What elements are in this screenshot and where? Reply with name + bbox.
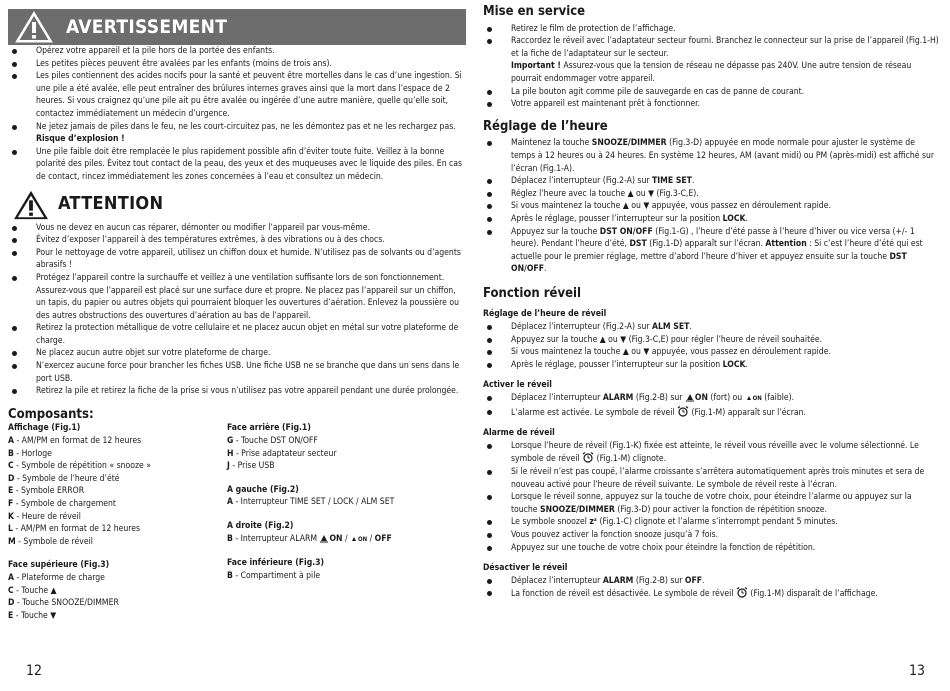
alarm-bell-icon [685, 392, 695, 402]
list-item: Si vous maintenez la touche ▲ ou ▼ appuyée, vous passez en déroulement rapide. [483, 346, 940, 359]
list-item: Déplacez l’interrupteur ALARM (Fig.2-B) sur ON (fort) ou ON (faible). [483, 392, 940, 406]
list-item: Déplacez l’interrupteur (Fig.2-A) sur ALM SET. [483, 321, 940, 334]
component-line: B - Interrupteur ALARM ON / ON / OFF [227, 533, 392, 544]
component-line: E - Symbole ERROR [8, 486, 85, 497]
list-item: Votre appareil est maintenant prêt à fonctionner. [483, 98, 940, 111]
alarme-heading: Alarme de réveil [483, 428, 555, 439]
list-item: Appuyez sur une touche de votre choix pour éteindre la fonction de répétition. [483, 542, 940, 555]
list-item: Retirez le film de protection de l’affichage. [483, 23, 940, 36]
list-item: Ne placez aucun autre objet sur votre plateforme de charge. [8, 347, 466, 360]
group-heading: Face arrière (Fig.1) [227, 423, 311, 434]
component-line: E - Touche ▼ [8, 610, 57, 621]
reglage-title: Réglage de l’heure [483, 118, 608, 134]
list-item: Les piles contiennent des acides nocifs pour la santé et peuvent être mortelles dans le cas d’une ingestion. Si une pile a été avalée, elle peut entraîner des brûlures internes graves ainsi que la mort dans l’espace de 2 heures. Si vous craignez qu’une pile ait pu être avalée ou ingérée d’une autre manière, quelle qu’elle soit, contactez immédiatement un médecin d’urgence. [8, 70, 466, 120]
component-line: L - AM/PM en format de 12 heures [8, 524, 141, 535]
component-line: M - Symbole de réveil [8, 536, 93, 547]
list-item: Déplacez l’interrupteur ALARM (Fig.2-B) sur OFF. [483, 575, 940, 588]
component-line: A - Interrupteur TIME SET / LOCK / ALM SET [227, 497, 395, 508]
list-item: Évitez d’exposer l’appareil à des températures extrêmes, à des vibrations ou à des chocs. [8, 234, 466, 247]
item-text: Ne jetez jamais de piles dans le feu, ne les court-circuitez pas, ne les démontez pas et ne les rechargez pas. [36, 121, 456, 132]
list-item: Après le réglage, pousser l’interrupteur sur la position LOCK. [483, 213, 940, 226]
warning-triangle-icon [14, 10, 54, 44]
warning-header [8, 9, 466, 45]
desactiver-heading: Désactiver le réveil [483, 563, 568, 574]
attention-title: ATTENTION [58, 193, 164, 215]
list-item: L’alarme est activée. Le symbole de réveil (Fig.1-M) apparaît sur l’écran. [483, 406, 940, 420]
warning-triangle-icon [12, 189, 50, 221]
group-heading: A gauche (Fig.2) [227, 484, 299, 495]
list-item: Raccordez le réveil avec l’adaptateur secteur fourni. Branchez le connecteur sur la prise de l’appareil (Fig.1-H) et la fiche de l’adaptateur sur le secteur. Important ! Assurez-vous que la tension de réseau ne dépasse pas 240V. Une autre tension de réseau pourrait endommager votre appareil. [483, 35, 940, 85]
fonction-title: Fonction réveil [483, 285, 582, 301]
list-item: Lorsque l’heure de réveil (Fig.1-K) fixée est atteinte, le réveil vous réveille avec le volume sélectionné. Le symbole de réveil (Fig.1-M) clignote. [483, 440, 940, 466]
components-col-1 [8, 422, 227, 633]
left-page [8, 0, 466, 633]
list-item: Une pile faible doit être remplacée le plus rapidement possible afin d’éviter toute fuite. Veillez à la bonne polarité des piles. Évitez tout contact de la peau, des yeux et des muqueuses avec le liquide des piles. En cas de contact, rincez immédiatement les zones concernées à l’eau et consultez un médecin. [8, 146, 466, 184]
list-item: Après le réglage, pousser l’interrupteur sur la position LOCK. [483, 359, 940, 372]
list-item: La fonction de réveil est désactivée. Le symbole de réveil (Fig.1-M) disparaît de l’affichage. [483, 587, 940, 601]
group-heading: Affichage (Fig.1) [8, 423, 81, 434]
alarm-clock-icon [582, 452, 594, 463]
group-heading: Face inférieure (Fig.3) [227, 558, 325, 569]
activer-heading: Activer le réveil [483, 380, 552, 391]
attention-list [8, 222, 466, 398]
list-item: Si vous maintenez la touche ▲ ou ▼ appuyée, vous passez en déroulement rapide. [483, 200, 940, 213]
components-title: Composants: [8, 406, 94, 422]
alarm-bell-icon [319, 533, 329, 543]
components-col-2 [227, 422, 446, 633]
list-item: N’exercez aucune force pour brancher les fiches USB. Une fiche USB ne se branche que dans un sens dans le port USB. [8, 360, 466, 385]
component-line: H - Prise adaptateur secteur [227, 448, 337, 459]
list-item: Si le réveil n’est pas coupé, l’alarme croissante s’arrêtera automatiquement après trois minutes et sera de nouveau activé pour l’heure de réveil suivante. Le symbole de réveil reste à l’écran. [483, 466, 940, 491]
alarm-bell-small-icon [745, 394, 753, 402]
group-heading: A droite (Fig.2) [227, 521, 294, 531]
list-item: Retirez la protection métallique de votre cellulaire et ne placez aucun objet en métal sur votre plateforme de charge. [8, 322, 466, 347]
alarme-list [483, 440, 940, 554]
list-item: Opérez votre appareil et la pile hors de la portée des enfants. [8, 45, 466, 58]
component-line: K - Heure de réveil [8, 511, 81, 522]
warning-list [8, 45, 466, 184]
mise-title: Mise en service [483, 4, 586, 19]
reglage-list [483, 137, 940, 276]
component-line: A - AM/PM en format de 12 heures [8, 436, 142, 447]
list-item: Retirez la pile et retirez la fiche de la prise si vous n’utilisez pas votre appareil pendant une durée prolongée. [8, 385, 466, 398]
component-line: C - Symbole de répétition « snooze » [8, 461, 151, 472]
list-item: Appuyez sur la touche DST ON/OFF (Fig.1-G) , l’heure d’été passe à l’heure d’hiver ou vice versa (+/- 1 heure). Pendant l’heure d’été, DST (Fig.1-D) apparaît sur l’écran. Attention : Si c’est l’heure d’été qui est actuelle pour le premier réglage, mettre d’abord l’heure d’hiver et appuyez ensuite sur la touche DST ON/OFF. [483, 226, 940, 276]
component-line: F - Symbole de chargement [8, 499, 116, 509]
component-line: A - Plateforme de charge [8, 572, 105, 583]
snooze-icon: zᶻ [589, 517, 598, 528]
list-item: Réglez l’heure avec la touche ▲ ou ▼ (Fig.3-C,E). [483, 188, 940, 201]
attention-header [8, 188, 466, 222]
list-item: Déplacez l’interrupteur (Fig.2-A) sur TIME SET. [483, 175, 940, 188]
activer-list [483, 392, 940, 419]
page-number-right: 13 [909, 663, 926, 679]
list-item: La pile bouton agit comme pile de sauvegarde en cas de panne de courant. [483, 86, 940, 99]
list-item: Pour le nettoyage de votre appareil, utilisez un chiffon doux et humide. N’utilisez pas de solvants ou d’agents abrasifs ! [8, 247, 466, 272]
component-line: B - Compartiment à pile [227, 570, 321, 581]
alarm-bell-small-icon [350, 535, 358, 543]
list-item: Protégez l’appareil contre la surchauffe et veillez à une ventilation suffisante lors de son fonctionnement. Assurez-vous que l’appareil est placé sur une surface dure et propre. Ne placez pas l’appareil sur un chiffon, un tapis, du papier ou autres objets qui pourraient bloquer les ouvertures d’aération. Enlevez la poussière ou des autres obstructions des ouvertures d’aération au bas de l’appareil. [8, 272, 466, 322]
components-section [8, 406, 466, 634]
list-item: Lorsque le réveil sonne, appuyez sur la touche de votre choix, pour éteindre l’alarme ou appuyez sur la touche SNOOZE/DIMMER (Fig.3-D) pour activer la fonction de répétition snooze. [483, 491, 940, 516]
right-page [483, 0, 940, 601]
component-line: D - Touche SNOOZE/DIMMER [8, 598, 119, 609]
reglage-reveil-heading: Réglage de l’heure de réveil [483, 309, 607, 320]
list-item: Appuyez sur la touche ▲ ou ▼ (Fig.3-C,E) pour régler l’heure de réveil souhaitée. [483, 334, 940, 347]
mise-list [483, 23, 940, 111]
warning-title: AVERTISSEMENT [66, 15, 228, 38]
component-line: D - Symbole de l’heure d’été [8, 473, 120, 484]
list-item: Maintenez la touche SNOOZE/DIMMER (Fig.3-D) appuyée en mode normale pour ajuster le système de temps à 12 heures ou à 24 heures. En système 12 heures, AM (avant midi) ou PM (après-midi) est affiché sur l’écran (Fig.1-A). [483, 137, 940, 175]
component-line: G - Touche DST ON/OFF [227, 436, 318, 447]
component-line: B - Horloge [8, 448, 52, 459]
list-item: Le symbole snoozel zᶻ (Fig.1-C) clignote et l’alarme s’interrompt pendant 5 minutes. [483, 516, 940, 529]
component-line: C - Touche ▲ [8, 585, 57, 596]
explosion-risk: Risque d’explosion ! [36, 134, 125, 145]
desactiver-list [483, 575, 940, 601]
page-number-left: 12 [26, 663, 43, 679]
component-line: J - Prise USB [227, 461, 275, 472]
list-item: Les petites pièces peuvent être avalées par les enfants (moins de trois ans). [8, 58, 466, 71]
list-item [8, 121, 466, 146]
alarm-clock-icon [736, 587, 748, 598]
group-heading: Face supérieure (Fig.3) [8, 560, 110, 571]
list-item: Vous pouvez activer la fonction snooze jusqu’à 7 fois. [483, 529, 940, 542]
alarm-clock-icon [677, 406, 689, 417]
reglage-reveil-list [483, 321, 940, 371]
list-item: Vous ne devez en aucun cas réparer, démonter ou modifier l’appareil par vous-même. [8, 222, 466, 235]
